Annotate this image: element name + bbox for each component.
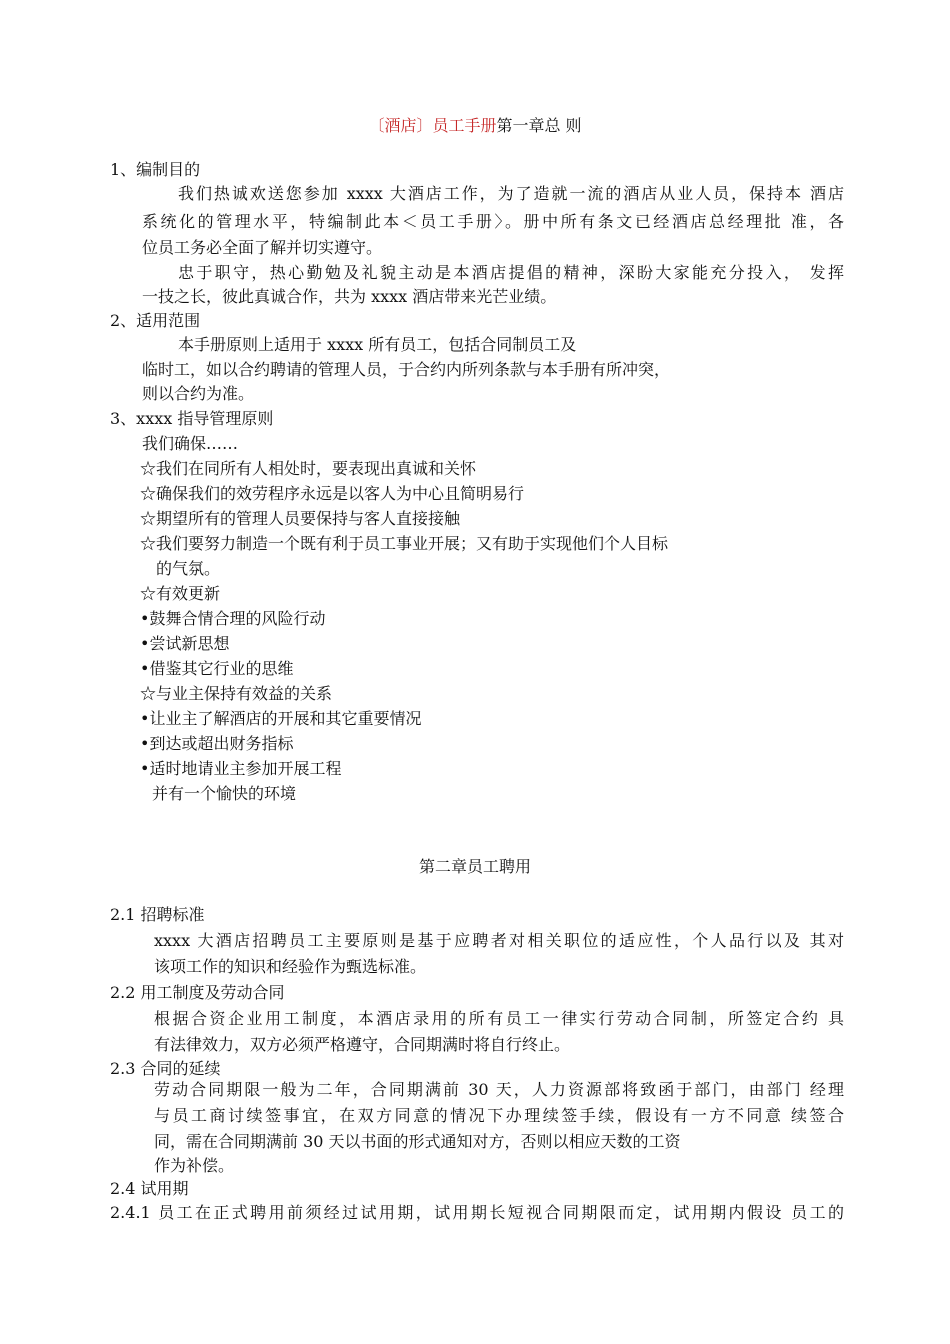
section3-item: 的气氛。 xyxy=(156,559,221,578)
section1-p1-line1: 我们热诚欢送您参加 xxxx 大酒店工作，为了造就一流的酒店从业人员，保持本 酒店 xyxy=(178,184,844,203)
section23-heading: 2.3 合同的延续 xyxy=(110,1059,221,1078)
section3-item: •借鉴其它行业的思维 xyxy=(140,659,294,678)
section22-line1: 根据合资企业用工制度，本酒店录用的所有员工一律实行劳动合同制，所签定合约 具 xyxy=(154,1009,844,1028)
section1-p1-line2: 系统化的管理水平，特编制此本＜员工手册〉。册中所有条文已经酒店总经理批 准，各 xyxy=(142,212,844,231)
section21-heading: 2.1 招聘标准 xyxy=(110,905,205,924)
section3-item: ☆确保我们的效劳程序永远是以客人为中心且简明易行 xyxy=(140,484,525,503)
section1-p2-line2: 一技之长，彼此真诚合作，共为 xxxx 酒店带来光芒业绩。 xyxy=(142,287,557,306)
section3-item: ☆与业主保持有效益的关系 xyxy=(140,684,333,703)
chapter2-title: 第二章员工聘用 xyxy=(418,857,531,876)
section23-line4: 作为补偿。 xyxy=(154,1156,235,1175)
section2-line1: 本手册原则上适用于 xxxx 所有员工，包括合同制员工及 xyxy=(178,335,577,354)
section2-line3: 则以合约为准。 xyxy=(142,384,255,403)
section24-heading: 2.4 试用期 xyxy=(110,1179,189,1198)
section3-item: •鼓舞合情合理的风险行动 xyxy=(140,609,326,628)
section2-heading: 2、适用范围 xyxy=(110,311,201,330)
section3-item: ☆期望所有的管理人员要保持与客人直接接触 xyxy=(140,509,461,528)
section3-item: 我们确保…… xyxy=(142,434,239,453)
section3-item: •让业主了解酒店的开展和其它重要情况 xyxy=(140,709,422,728)
section3-item: ☆有效更新 xyxy=(140,584,221,603)
section3-item: ☆我们在同所有人相处时，要表现出真诚和关怀 xyxy=(140,459,477,478)
section3-item: •到达或超出财务指标 xyxy=(140,734,294,753)
section3-item: ☆我们要努力制造一个既有利于员工事业开展；又有助于实现他们个人目标 xyxy=(140,534,669,553)
section2-line2: 临时工，如以合约聘请的管理人员，于合约内所列条款与本手册有所冲突， xyxy=(142,360,671,379)
section24-line1: 2.4.1 员工在正式聘用前须经过试用期，试用期长短视合同期限而定，试用期内假设 员工的 xyxy=(110,1203,844,1222)
section22-heading: 2.2 用工制度及劳动合同 xyxy=(110,983,285,1002)
section23-line3: 同，需在合同期满前 30 天以书面的形式通知对方，否则以相应天数的工资 xyxy=(154,1132,681,1151)
section1-p2-line1: 忠于职守，热心勤勉及礼貌主动是本酒店提倡的精神，深盼大家能充分投入， 发挥 xyxy=(178,263,844,282)
section23-line2: 与员工商讨续签事宜，在双方同意的情况下办理续签手续，假设有一方不同意 续签合 xyxy=(154,1106,844,1125)
section22-line2: 有法律效力，双方必须严格遵守，合同期满时将自行终止。 xyxy=(154,1035,571,1054)
section3-item: 并有一个愉快的环境 xyxy=(152,784,297,803)
section21-line1: xxxx 大酒店招聘员工主要原则是基于应聘者对相关职位的适应性，个人品行以及 其对 xyxy=(154,931,844,950)
section23-line1: 劳动合同期限一般为二年，合同期满前 30 天，人力资源部将致函于部门，由部门 经理 xyxy=(154,1080,844,1099)
chapter1-title-rest: 第一章总 则 xyxy=(496,116,582,135)
section3-item: •适时地请业主参加开展工程 xyxy=(140,759,342,778)
section1-heading: 1、编制目的 xyxy=(110,160,201,179)
chapter1-title xyxy=(0,115,950,137)
chapter1-title-red: 〔酒店〕员工手册 xyxy=(368,116,497,135)
section21-line2: 该项工作的知识和经验作为甄选标准。 xyxy=(154,957,427,976)
section1-p1-line3: 位员工务必全面了解并切实遵守。 xyxy=(142,238,383,257)
section3-heading: 3、xxxx 指导管理原则 xyxy=(110,409,274,428)
section3-item: •尝试新思想 xyxy=(140,634,230,653)
